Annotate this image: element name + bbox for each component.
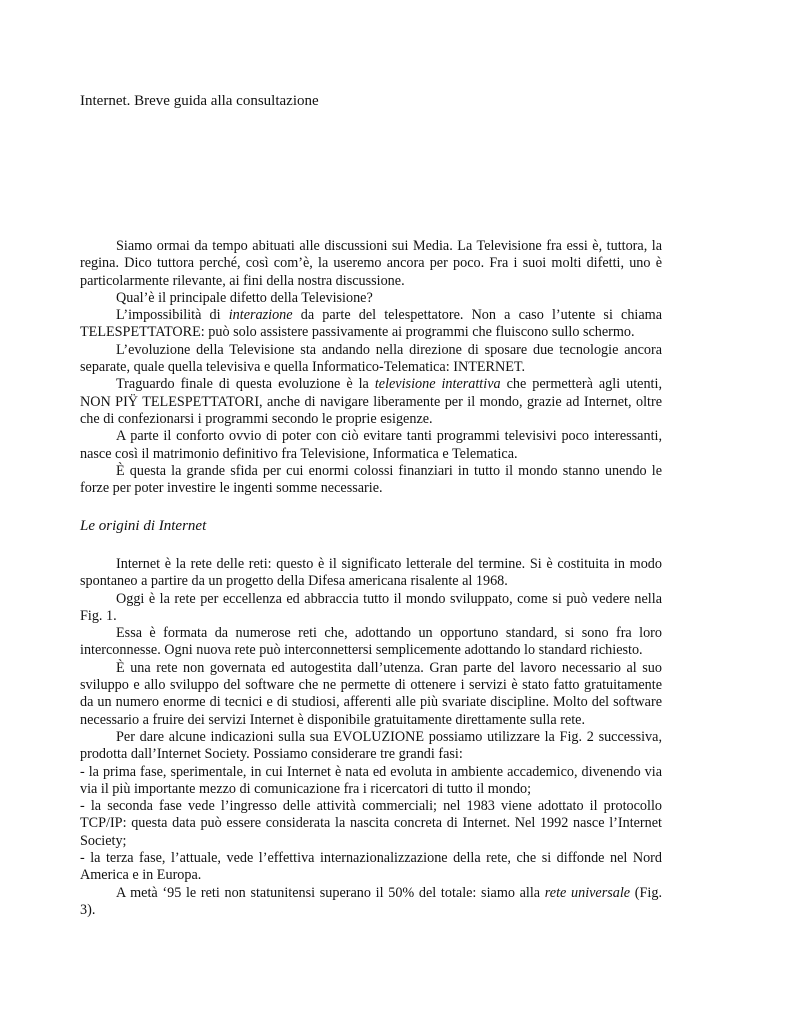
text-run: Traguardo finale di questa evoluzione è la (116, 376, 375, 393)
list-item: - la seconda fase vede l’ingresso delle attività commerciali; nel 1983 viene adottato il protocollo TCP/IP: questa data può essere considerata la nascita concreta di Internet. Nel 1992 nasce l’Internet Society; (80, 798, 662, 849)
paragraph: Siamo ormai da tempo abituati alle discussioni sui Media. La Televisione fra essi è, tuttora, la regina. Dico tuttora perché, così com’è, la useremo ancora per poco. Fra i suoi molti difetti, uno è particolarmente rilevante, ai fini della nostra discussione. (80, 238, 662, 289)
section-origins (80, 518, 662, 919)
paragraph: Per dare alcune indicazioni sulla sua EVOLUZIONE possiamo utilizzare la Fig. 2 successiva, prodotta dall’Internet Society. Possiamo considerare tre grandi fasi: (80, 728, 662, 763)
paragraph (80, 885, 662, 920)
emphasis: televisione interattiva (374, 376, 501, 393)
text-run: da parte del telespettatore. Non a caso l’utente si chiama TELESPETTATORE: può solo assistere passivamente ai programmi che fluiscono sullo schermo. (80, 307, 662, 341)
list-item: - la prima fase, sperimentale, in cui Internet è nata ed evoluta in ambiente accademico, divenendo via via il più importante mezzo di comunicazione fra i ricercatori di tutto il mondo; (80, 763, 662, 797)
list-item: - la terza fase, l’attuale, vede l’effettiva internazionalizzazione della rete, che si diffonde nel Nord America e in Europa. (80, 850, 662, 884)
paragraph: È questa la grande sfida per cui enormi colossi finanziari in tutto il mondo stanno unendo le forze per poter investire le ingenti somme necessarie. (80, 462, 662, 497)
paragraph (80, 376, 662, 428)
section-title: Le origini di Internet (80, 518, 207, 534)
paragraph: È una rete non governata ed autogestita dall’utenza. Gran parte del lavoro necessario al suo sviluppo e allo sviluppo del software che ne permette di ottenere i servizi è stato fatto gratuitamente da un numero enorme di tecnici e di studiosi, afferenti alle più svariate discipline. Molto del software necessario a fruire dei servizi Internet è disponibile gratuitamente direttamente sulla rete. (80, 659, 662, 728)
page-title: Internet. Breve guida alla consultazione (80, 93, 319, 109)
paragraph (80, 307, 662, 342)
text-run: (Fig. 3). (80, 884, 662, 918)
paragraph: Internet è la rete delle reti: questo è il significato letterale del termine. Si è costituita in modo spontaneo a partire da un progetto della Difesa americana risalente al 1968. (80, 556, 662, 590)
paragraph: Qual’è il principale difetto della Televisione? (116, 289, 373, 306)
intro-text (80, 238, 662, 497)
text-run: che permetterà agli utenti, NON PIŸ TELESPETTATORI, anche di navigare liberamente per il mondo, grazie ad Internet, oltre che di confezionarsi i programmi secondo le proprie esigenze. (80, 376, 662, 427)
paragraph: A parte il conforto ovvio di poter con ciò evitare tanti programmi televisivi poco interessanti, nasce così il matrimonio definitivo fra Televisione, Informatica e Telematica. (80, 428, 662, 462)
emphasis: rete universale (544, 884, 631, 901)
emphasis: interazione (228, 307, 293, 324)
text-run: L’impossibilità di (116, 307, 229, 324)
text-run: A metà ‘95 le reti non statunitensi superano il 50% del totale: siamo alla (116, 884, 545, 901)
paragraph: L’evoluzione della Televisione sta andando nella direzione di sposare due tecnologie ancora separate, quale quella televisiva e quella Informatico-Telematica: INTERNET. (80, 341, 662, 376)
paragraph: Oggi è la rete per eccellenza ed abbraccia tutto il mondo sviluppato, come si può vedere nella Fig. 1. (80, 590, 662, 624)
paragraph: Essa è formata da numerose reti che, adottando un opportuno standard, si sono fra loro interconnesse. Ogni nuova rete può interconnettersi semplicemente adottando lo standard richiesto. (80, 625, 662, 659)
